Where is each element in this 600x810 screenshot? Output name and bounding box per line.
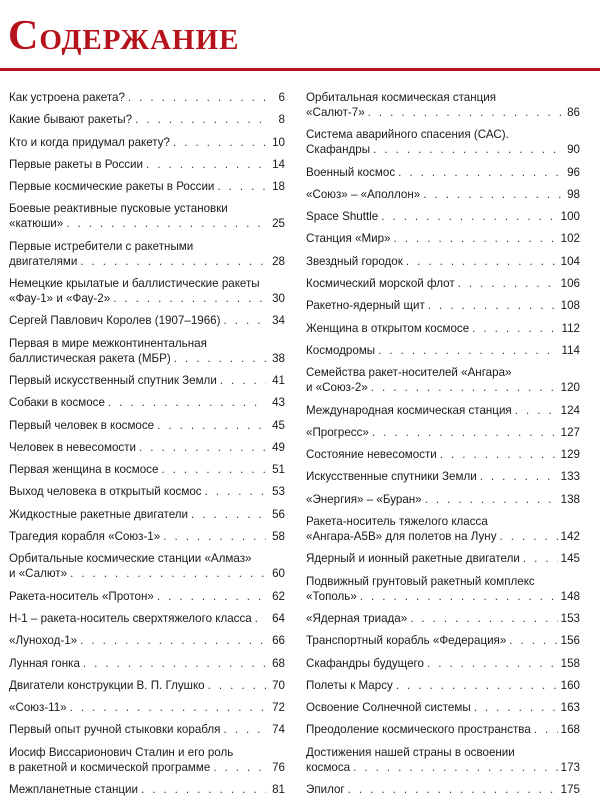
toc-entry-page: 158 (560, 656, 580, 670)
toc-entry-page: 156 (560, 634, 580, 648)
toc-entry (9, 179, 285, 194)
toc-entry (9, 418, 285, 433)
dot-leader (368, 105, 561, 120)
toc-entry-page: 28 (272, 254, 285, 268)
dot-leader (480, 469, 558, 484)
dot-leader (135, 112, 266, 127)
dot-leader (523, 551, 558, 566)
toc-entry-page: 163 (560, 701, 580, 715)
toc-entry-page: 38 (272, 351, 285, 365)
toc-entry-page: 129 (560, 448, 580, 462)
dot-leader (371, 380, 558, 395)
dot-leader (398, 165, 561, 180)
dot-leader (406, 254, 558, 269)
toc-entry-page: 106 (560, 277, 580, 291)
toc-entry-page: 168 (560, 723, 580, 737)
toc-entry-title: Первые истребители с ракетными (9, 239, 194, 253)
toc-entry (9, 700, 285, 715)
toc-entry-page: 124 (560, 403, 580, 417)
toc-entry-title: Военный космос (306, 165, 396, 179)
toc-entry (9, 440, 285, 455)
toc-column-right (306, 90, 580, 804)
toc-entry (9, 462, 285, 477)
toc-entry (9, 611, 285, 626)
toc-entry-title: Первые космические ракеты в России (9, 180, 215, 194)
toc-entry-title: Лунная гонка (9, 656, 80, 670)
toc-entry (9, 135, 285, 150)
toc-entry-page: 10 (272, 135, 285, 149)
toc-entry-title: «катюши» (9, 217, 64, 231)
toc-entry-page: 6 (278, 91, 285, 104)
toc-entry-title: Кто и когда придумал ракету? (9, 135, 170, 149)
dot-leader (440, 447, 558, 462)
toc-entry-title: «Ядерная триада» (306, 611, 408, 625)
dot-leader (428, 298, 558, 313)
toc-entry-page: 70 (272, 678, 285, 692)
toc-entry-title: Выход человека в открытый космос (9, 485, 202, 499)
dot-leader (472, 321, 558, 336)
toc-entry-page: 160 (560, 678, 580, 692)
toc-entry-page: 14 (272, 157, 285, 171)
toc-entry-page: 120 (560, 381, 580, 395)
toc-entry-title: «Тополь» (306, 589, 357, 603)
dot-leader (394, 231, 558, 246)
toc-entry (306, 722, 580, 737)
toc-entry (306, 551, 580, 566)
toc-entry-title: Сергей Павлович Королев (1907–1966) (9, 314, 221, 328)
dot-leader (353, 760, 558, 775)
toc-entry-title: Скафандры (306, 143, 371, 157)
toc-entry (306, 700, 580, 715)
toc-entry (306, 343, 580, 358)
dot-leader (146, 157, 266, 172)
toc-entry-title: Состояние невесомости (306, 448, 437, 462)
toc-entry-title: Искусственные спутники Земли (306, 470, 477, 484)
dot-leader (80, 254, 266, 269)
toc-entry-title: Человек в невесомости (9, 440, 136, 454)
toc-entry-page: 81 (272, 783, 285, 797)
toc-entry-page: 175 (560, 783, 580, 797)
toc-entry-title: космоса (306, 760, 351, 774)
toc-entry (306, 127, 580, 157)
toc-entry-page: 25 (272, 217, 285, 231)
dot-leader (208, 678, 266, 693)
dot-leader (113, 291, 266, 306)
toc-entry (306, 321, 580, 336)
toc-entry-title: Освоение Солнечной системы (306, 701, 471, 715)
toc-entry (9, 633, 285, 648)
toc-entry-title: Первый человек в космосе (9, 418, 155, 432)
toc-entry (306, 298, 580, 313)
dot-leader (70, 566, 266, 581)
dot-leader (425, 492, 558, 507)
toc-entry-title: Н-1 – ракета-носитель сверхтяжелого класса (9, 611, 252, 625)
title-divider (0, 68, 600, 71)
toc-entry-title: Эпилог (306, 783, 345, 797)
toc-entry-title: Межпланетные станции (9, 783, 138, 797)
toc-entry-title: Ракетно-ядерный щит (306, 299, 425, 313)
dot-leader (141, 782, 266, 797)
toc-entry-page: 98 (567, 187, 580, 201)
dot-leader (396, 678, 558, 693)
dot-leader (173, 135, 266, 150)
dot-leader (139, 440, 266, 455)
toc-entry-page: 173 (560, 760, 580, 774)
dot-leader (381, 209, 557, 224)
dot-leader (224, 313, 267, 328)
toc-entry-title: баллистическая ракета (МБР) (9, 351, 171, 365)
dot-leader (348, 782, 558, 797)
toc-entry-title: Семейства ракет-носителей «Ангара» (306, 366, 512, 380)
toc-entry-page: 142 (560, 530, 580, 544)
dot-leader (373, 142, 561, 157)
toc-entry-page: 104 (560, 254, 580, 268)
dot-leader (534, 722, 558, 737)
dot-leader (213, 760, 266, 775)
toc-entry (9, 656, 285, 671)
toc-entry-title: Полеты к Марсу (306, 678, 393, 692)
toc-entry (306, 745, 580, 775)
toc-entry-page: 53 (272, 485, 285, 499)
toc-entry-page: 66 (272, 634, 285, 648)
dot-leader (378, 343, 558, 358)
toc-entry (9, 276, 285, 306)
toc-entry (9, 678, 285, 693)
dot-leader (161, 462, 266, 477)
toc-entry (9, 373, 285, 388)
toc-entry-title: Какие бывают ракеты? (9, 113, 133, 127)
toc-entry-title: двигателями (9, 254, 78, 268)
toc-entry-title: Двигатели конструкции В. П. Глушко (9, 678, 205, 692)
toc-entry (306, 633, 580, 648)
toc-entry (9, 484, 285, 499)
toc-entry (306, 90, 580, 120)
toc-entry-title: «Луноход-1» (9, 634, 78, 648)
dot-leader (174, 351, 266, 366)
toc-entry-title: Орбитальная космическая станция (306, 91, 497, 104)
dot-leader (157, 418, 266, 433)
toc-entry-page: 56 (272, 507, 285, 521)
toc-entry (9, 507, 285, 522)
toc-entry (9, 529, 285, 544)
toc-entry-title: Скафандры будущего (306, 656, 424, 670)
toc-entry-page: 112 (561, 321, 580, 335)
toc-entry-title: Достижения нашей страны в освоении (306, 745, 515, 759)
toc-entry (9, 201, 285, 231)
toc-entry-title: Как устроена ракета? (9, 91, 125, 104)
dot-leader (217, 179, 266, 194)
toc-entry-title: Первый опыт ручной стыковки корабля (9, 723, 221, 737)
toc-entry (306, 209, 580, 224)
toc-entry-title: Первая женщина в космосе (9, 463, 159, 477)
toc-entry-title: «Энергия» – «Буран» (306, 492, 422, 506)
toc-entry-page: 86 (567, 106, 580, 119)
toc-entry-title: Трагедия корабля «Союз-1» (9, 530, 161, 544)
toc-entry-title: «Союз» – «Аполлон» (306, 187, 421, 201)
toc-entry-title: Space Shuttle (306, 210, 379, 224)
toc-entry-page: 30 (272, 292, 285, 306)
toc-entry-title: Транспортный корабль «Федерация» (306, 634, 507, 648)
toc-entry-page: 43 (272, 396, 285, 410)
toc-entry-title: Собаки в космосе (9, 396, 105, 410)
toc-entry (9, 395, 285, 410)
toc-entry-title: Боевые реактивные пусковые установки (9, 202, 228, 216)
toc-entry-title: в ракетной и космической программе (9, 760, 211, 774)
dot-leader (83, 656, 266, 671)
toc-entry (306, 425, 580, 440)
toc-entry-page: 96 (567, 165, 580, 179)
toc-column-left (9, 90, 285, 804)
toc-entry-page: 76 (272, 760, 285, 774)
toc-entry-page: 72 (272, 701, 285, 715)
dot-leader (80, 633, 266, 648)
toc-entry (306, 254, 580, 269)
toc-entry (306, 611, 580, 626)
toc-entry (306, 469, 580, 484)
toc-entry-page: 60 (272, 567, 285, 581)
toc-entry-title: Станция «Мир» (306, 232, 391, 246)
toc-entry-page: 138 (560, 492, 580, 506)
toc-entry-title: Звездный городок (306, 254, 403, 268)
toc-entry (306, 365, 580, 395)
toc-entry (9, 239, 285, 269)
toc-entry-title: Космический морской флот (306, 277, 455, 291)
toc-entry (9, 745, 285, 775)
dot-leader (427, 656, 558, 671)
toc-entry (306, 574, 580, 604)
dot-leader (108, 395, 266, 410)
toc-entry (306, 447, 580, 462)
toc-entry-page: 133 (560, 470, 580, 484)
toc-entry-page: 114 (561, 343, 580, 357)
toc-entry (306, 231, 580, 246)
dot-leader (223, 722, 266, 737)
toc-entry-title: Ракета-носитель тяжелого класса (306, 515, 488, 529)
dot-leader (128, 90, 266, 105)
toc-entry (9, 782, 285, 797)
toc-entry (306, 492, 580, 507)
toc-entry (9, 90, 285, 105)
toc-entry (306, 403, 580, 418)
dot-leader (515, 403, 558, 418)
dot-leader (220, 373, 266, 388)
toc-entry (306, 656, 580, 671)
toc-entry-page: 64 (272, 611, 285, 625)
toc-entry (306, 678, 580, 693)
toc-entry-page: 145 (560, 552, 580, 566)
toc-entry-page: 62 (272, 589, 285, 603)
dot-leader (70, 700, 266, 715)
toc-entry (306, 187, 580, 202)
toc-entry-title: Подвижный грунтовый ракетный комплекс (306, 574, 535, 588)
toc-entry-title: Иосиф Виссарионович Сталин и его роль (9, 745, 234, 759)
dot-leader (157, 589, 266, 604)
dot-leader (205, 484, 266, 499)
dot-leader (458, 276, 558, 291)
toc-entry (9, 722, 285, 737)
toc-entry-page: 148 (560, 589, 580, 603)
dot-leader (163, 529, 266, 544)
toc-entry (9, 313, 285, 328)
toc-entry-title: Немецкие крылатые и баллистические ракеты (9, 277, 260, 291)
toc-entry-title: Женщина в открытом космосе (306, 321, 470, 335)
toc-entry-title: Первый искусственный спутник Земли (9, 373, 217, 387)
toc-entry (306, 165, 580, 180)
toc-entry (9, 157, 285, 172)
toc-entry (9, 112, 285, 127)
toc-entry-title: Космодромы (306, 343, 376, 357)
toc-entry-page: 34 (272, 314, 285, 328)
toc-entry-page: 153 (560, 611, 580, 625)
dot-leader (372, 425, 558, 440)
toc-entry-page: 58 (272, 530, 285, 544)
toc-entry-title: Ракета-носитель «Протон» (9, 589, 154, 603)
toc-entry-title: Первые ракеты в России (9, 157, 144, 171)
toc-entry-page: 41 (272, 373, 285, 387)
toc-entry-title: «Прогресс» (306, 425, 369, 439)
toc-entry-title: и «Союз-2» (306, 381, 368, 395)
toc-entry (306, 782, 580, 797)
toc-entry-page: 102 (560, 232, 580, 246)
toc-entry-page: 74 (272, 723, 285, 737)
toc-entry (9, 336, 285, 366)
toc-entry-page: 68 (272, 656, 285, 670)
dot-leader (509, 633, 557, 648)
dot-leader (255, 611, 266, 626)
toc-entry (9, 589, 285, 604)
dot-leader (500, 529, 558, 544)
toc-entry-title: «Салют-7» (306, 106, 365, 119)
toc-entry-title: Преодоление космического пространства (306, 723, 531, 737)
toc-entry (9, 551, 285, 581)
toc-entry-page: 100 (560, 210, 580, 224)
page-title: Содержание (8, 13, 240, 59)
toc-entry (306, 276, 580, 291)
toc-entry-title: Система аварийного спасения (САС). (306, 128, 509, 142)
dot-leader (410, 611, 557, 626)
toc-entry-title: Первая в мире межконтинентальная (9, 336, 207, 350)
toc-entry-title: «Фау-1» и «Фау-2» (9, 292, 111, 306)
toc-entry-page: 108 (560, 299, 580, 313)
dot-leader (423, 187, 561, 202)
toc-entry-page: 90 (567, 143, 580, 157)
toc-entry-title: и «Салют» (9, 567, 68, 581)
toc-entry-title: «Союз-11» (9, 701, 67, 715)
toc-entry-title: Орбитальные космические станции «Алмаз» (9, 552, 252, 566)
toc-entry-page: 127 (560, 425, 580, 439)
toc-entry-title: Международная космическая станция (306, 403, 512, 417)
toc-entry (306, 514, 580, 544)
toc-entry-page: 49 (272, 440, 285, 454)
dot-leader (191, 507, 266, 522)
toc-entry-page: 45 (272, 418, 285, 432)
toc-entry-page: 18 (272, 180, 285, 194)
dot-leader (474, 700, 558, 715)
toc-entry-title: Ядерный и ионный ракетные двигатели (306, 552, 520, 566)
toc-entry-page: 8 (278, 113, 285, 127)
toc-entry-title: Жидкостные ракетные двигатели (9, 507, 189, 521)
toc-entry-title: «Ангара-А5В» для полетов на Луну (306, 530, 497, 544)
toc-entry-page: 51 (272, 463, 285, 477)
dot-leader (66, 216, 266, 231)
dot-leader (360, 589, 558, 604)
